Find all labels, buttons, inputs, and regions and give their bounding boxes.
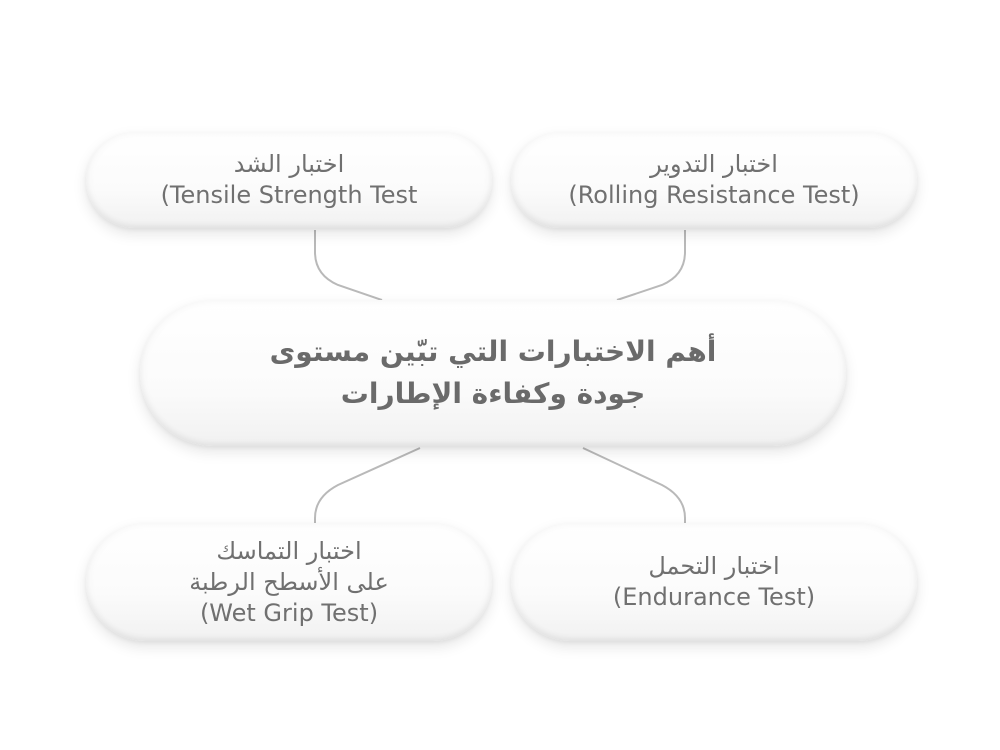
node-arabic-label: اختبار التماسك [216,536,362,565]
connector-bottom-left [315,448,420,523]
node-rolling-resistance [511,132,917,228]
central-topic-line-1: أهم الاختبارات التي تبّين مستوى [269,335,717,368]
connector-top-left [315,230,382,300]
node-english-label: (Tensile Strength Test [160,181,418,209]
node-english-label: (Endurance Test) [612,583,816,611]
node-arabic-label: اختبار الشد [233,150,345,178]
central-topic-line-2: جودة وكفاءة الإطارات [340,377,646,410]
node-arabic-label: اختبار التدوير [650,150,778,178]
connector-bottom-right [583,448,685,523]
node-endurance [511,523,917,641]
node-arabic-label-2: على الأسطح الرطبة [189,567,389,596]
node-english-label: (Wet Grip Test) [199,598,379,627]
node-wet-grip [86,523,492,641]
node-arabic-label: اختبار التحمل [648,552,780,580]
node-english-label: (Rolling Resistance Test) [568,181,860,209]
central-topic-node [140,300,846,446]
connector-top-right [617,230,685,300]
node-tensile-strength [86,132,492,228]
